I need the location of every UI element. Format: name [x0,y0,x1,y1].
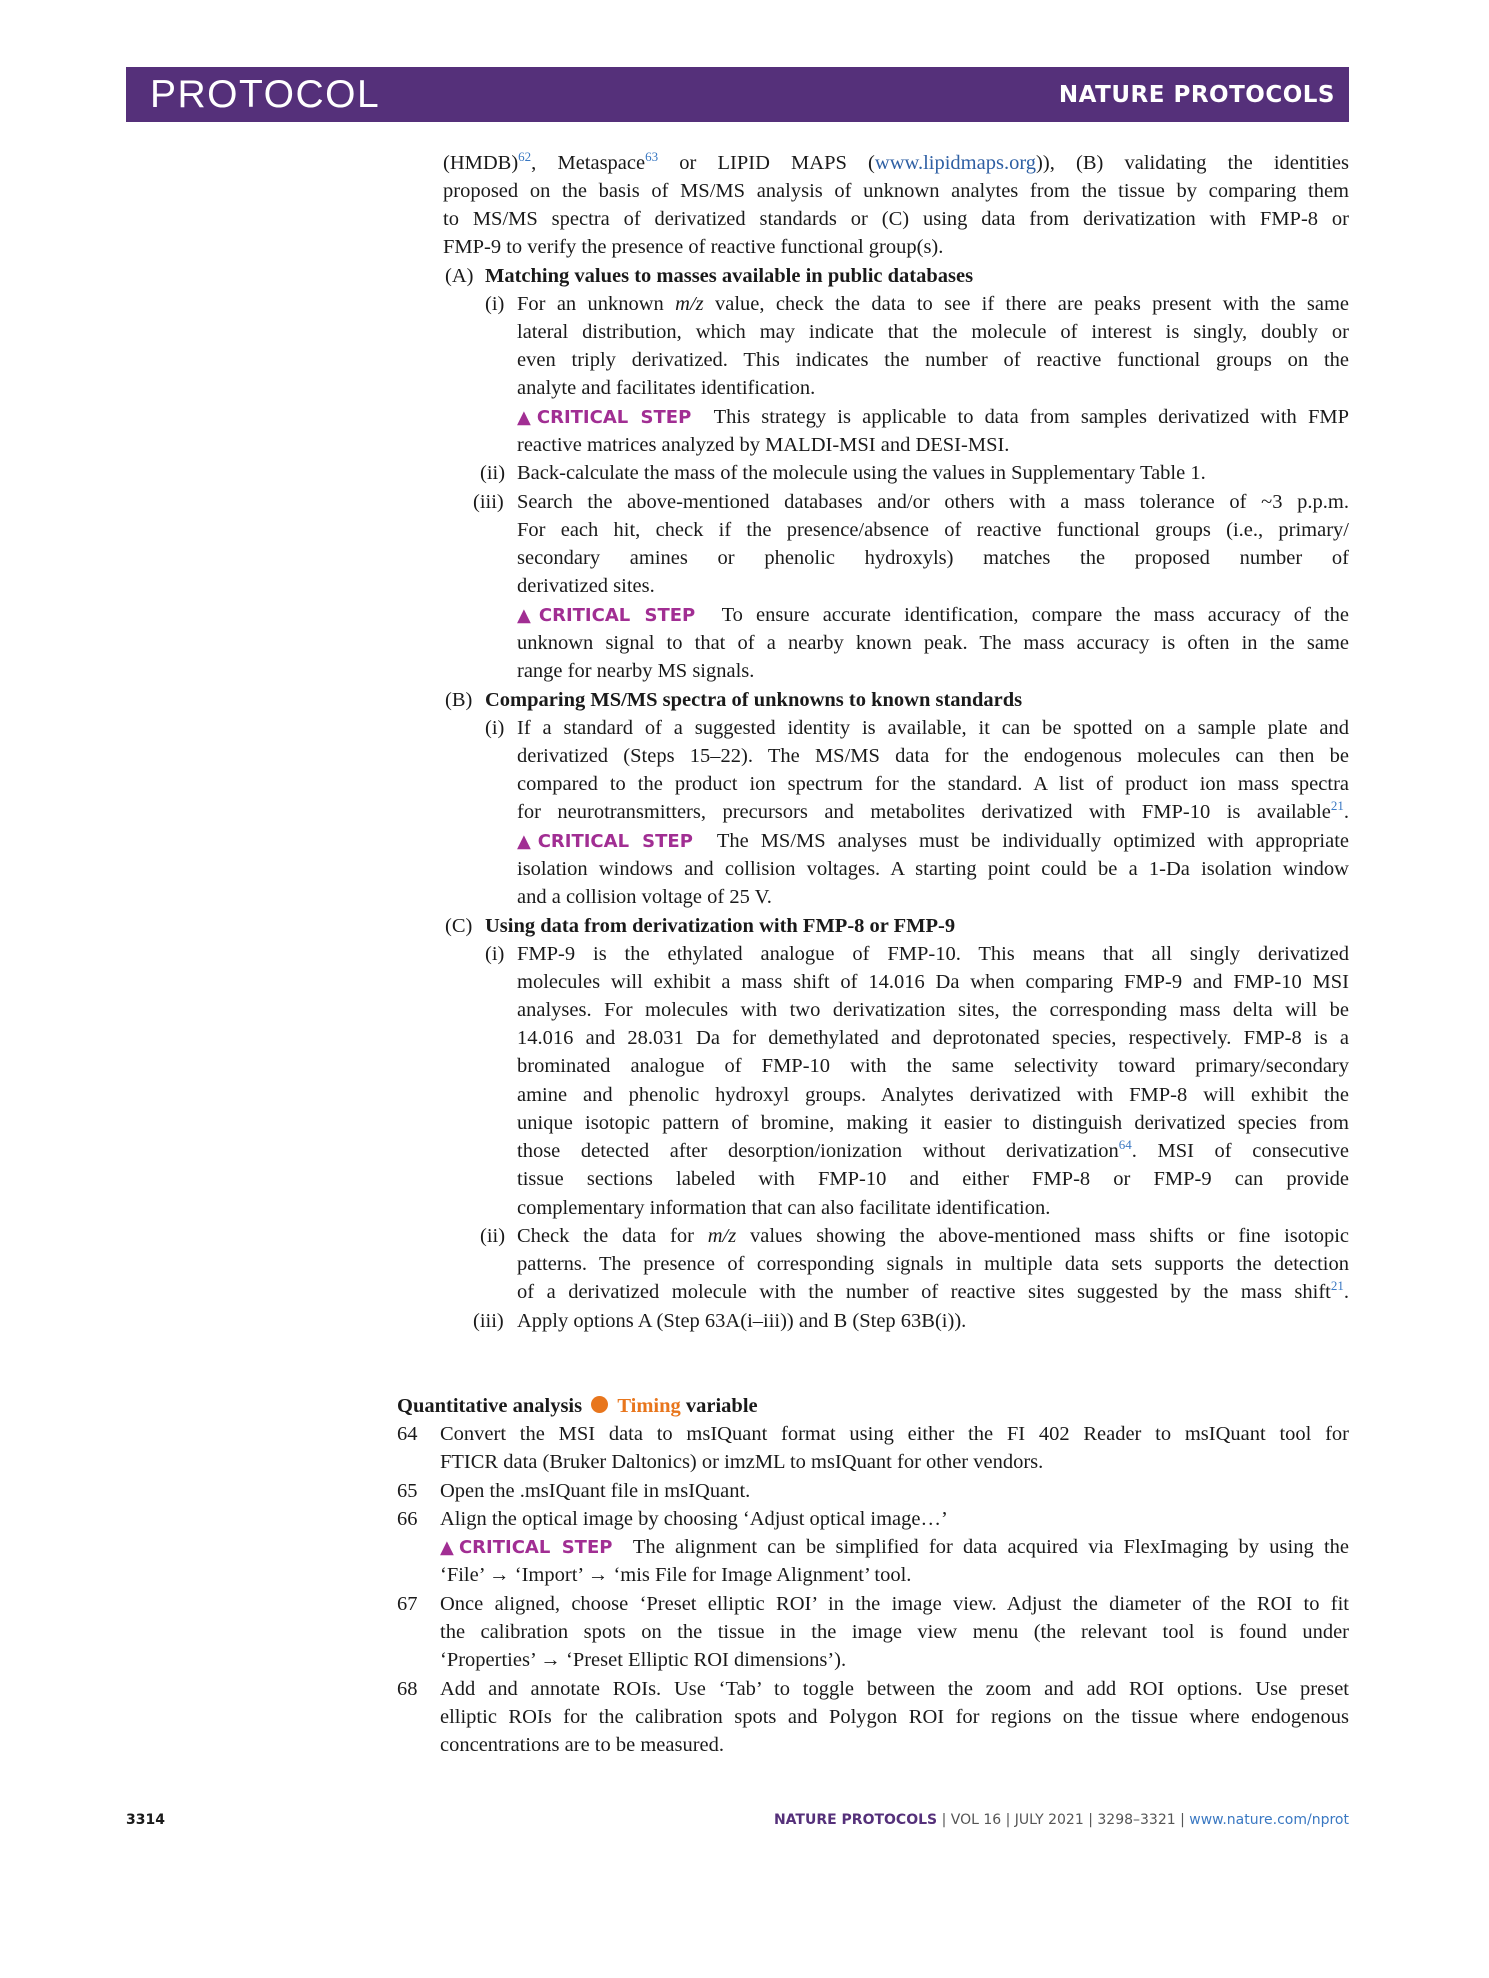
text-line: FMP-9 is the ethylated analogue of FMP-10. This means that all singly derivatized [517,943,1349,965]
critical-step-label: ▲CRITICAL STEP [517,407,692,428]
section-heading: Quantitative analysis Timing variable [397,1395,758,1417]
text-line: ‘File’ → ‘Import’ → ‘mis File for Image Alignment’ tool. [440,1564,912,1586]
header-band [126,67,1349,122]
step-label: (ii) [480,462,506,484]
text-line: Back-calculate the mass of the molecule using the values in Supplementary Table 1. [517,462,1206,484]
text-line: For each hit, check if the presence/absence of reactive functional groups (i.e., primary/ [517,519,1349,541]
text-line: of a derivatized molecule with the number of reactive sites suggested by the mass shift$^{21}$. [517,1278,1349,1303]
text-line: derivatized (Steps 15–22). The MS/MS data for the endogenous molecules can then be [517,745,1349,767]
text-line: reactive matrices analyzed by MALDI-MSI and DESI-MSI. [517,434,1010,456]
option-label: (C) [445,915,473,937]
text-line: complementary information that can also facilitate identification. [517,1197,1051,1219]
text-line: Add and annotate ROIs. Use ‘Tab’ to toggle between the zoom and add ROI options. Use preset [440,1678,1349,1700]
step-number: 66 [397,1508,418,1530]
text-line: amine and phenolic hydroxyl groups. Analytes derivatized with FMP-8 will exhibit the [517,1084,1349,1106]
text-line: FTICR data (Bruker Daltonics) or imzML to msIQuant for other vendors. [440,1451,1044,1473]
option-title: Matching values to masses available in public databases [485,265,974,287]
lipidmaps-link[interactable]: www.lipidmaps.org [874,152,1037,174]
text-line: analyses. For molecules with two derivatization sites, the corresponding mass delta will be [517,999,1349,1021]
citation-ref[interactable]: 21 [1330,798,1344,814]
text-line: derivatized sites. [517,575,655,597]
critical-step-label: ▲CRITICAL STEP [517,605,696,626]
text-line: and a collision voltage of 25 V. [517,886,772,908]
text-line: range for nearby MS signals. [517,660,755,682]
text-line: secondary amines or phenolic hydroxyls) matches the proposed number of [517,547,1349,569]
timing-dot-icon [591,1396,608,1413]
text-line: Open the .msIQuant file in msIQuant. [440,1480,751,1502]
step-label: (i) [485,717,505,739]
text-line: proposed on the basis of MS/MS analysis of unknown analytes from the tissue by comparing them [443,180,1349,202]
step-label: (ii) [480,1225,506,1247]
step-number: 65 [397,1480,418,1502]
text-line: the calibration spots on the tissue in the image view menu (the relevant tool is found under [440,1621,1349,1643]
citation-ref[interactable]: 63 [645,149,659,165]
text-line: Search the above-mentioned databases and/or others with a mass tolerance of ~3 p.p.m. [517,491,1349,513]
citation-ref[interactable]: 21 [1330,1278,1344,1294]
text-line: for neurotransmitters, precursors and metabolites derivatized with FMP-10 is available$^{21}$. [517,798,1349,823]
text-line: even triply derivatized. This indicates the number of reactive functional groups on the [517,349,1349,371]
text-line: (HMDB)$^{62}$, Metaspace$^{63}$ or LIPID MAPS (www.lipidmaps.org)), (B) validating the identities [443,149,1349,174]
journal-url-link[interactable]: www.nature.com/nprot [1189,1812,1349,1828]
text-line: elliptic ROIs for the calibration spots and Polygon ROI for regions on the tissue where endogenous [440,1706,1349,1728]
text-line: Apply options A (Step 63A(i–iii)) and B (Step 63B(i)). [517,1310,967,1332]
step-label: (iii) [473,1310,504,1332]
step-number: 67 [397,1593,418,1615]
text-line: Convert the MSI data to msIQuant format using either the FI 402 Reader to msIQuant tool for [440,1423,1349,1445]
section-label: PROTOCOL [150,72,381,116]
text-line: brominated analogue of FMP-10 with the same selectivity toward primary/secondary [517,1055,1349,1077]
text-line: lateral distribution, which may indicate that the molecule of interest is singly, doubly or [517,321,1349,343]
text-line: If a standard of a suggested identity is available, it can be spotted on a sample plate and [517,717,1349,739]
option-title: Using data from derivatization with FMP-8 or FMP-9 [485,915,956,937]
critical-step: ▲CRITICAL STEP To ensure accurate identification, compare the mass accuracy of the [517,604,1350,626]
citation-ref[interactable]: 64 [1118,1137,1132,1153]
text-line: Align the optical image by choosing ‘Adjust optical image…’ [440,1508,948,1530]
text-line: Check the data for m/z values showing the above-mentioned mass shifts or fine isotopic [517,1225,1349,1247]
text-line: concentrations are to be measured. [440,1734,725,1756]
text-line: ‘Properties’ → ‘Preset Elliptic ROI dimensions’). [440,1649,847,1671]
text-line: to MS/MS spectra of derivatized standards or (C) using data from derivatization with FMP-8 or [443,208,1349,230]
step-label: (i) [485,293,505,315]
text-line: unique isotopic pattern of bromine, making it easier to distinguish derivatized species from [517,1112,1349,1134]
option-label: (B) [445,689,473,711]
critical-step: ▲CRITICAL STEP This strategy is applicable to data from samples derivatized with FMP [517,406,1349,428]
critical-step: ▲CRITICAL STEP The MS/MS analyses must be individually optimized with appropriate [517,830,1349,852]
journal-label: NATURE PROTOCOLS [1058,81,1335,108]
text-line: isolation windows and collision voltages. A starting point could be a 1-Da isolation window [517,858,1349,880]
step-label: (i) [485,943,505,965]
critical-step-label: ▲CRITICAL STEP [440,1537,613,1558]
page-number: 3314 [126,1812,165,1828]
text-line: Once aligned, choose ‘Preset elliptic ROI’ in the image view. Adjust the diameter of the ROI to fit [440,1593,1349,1615]
text-line: FMP-9 to verify the presence of reactive functional group(s). [443,236,944,258]
step-number: 64 [397,1423,418,1445]
text-line: 14.016 and 28.031 Da for demethylated and deprotonated species, respectively. FMP-8 is a [517,1027,1349,1049]
footer-citation: NATURE PROTOCOLS | VOL 16 | JULY 2021 | 3298–3321 | www.nature.com/nprot [773,1812,1349,1828]
step-label: (iii) [473,491,504,513]
citation-ref[interactable]: 62 [518,149,532,165]
critical-step: ▲CRITICAL STEP The alignment can be simplified for data acquired via FlexImaging by using the [440,1536,1349,1558]
text-line: compared to the product ion spectrum for the standard. A list of product ion mass spectra [517,773,1349,795]
option-title: Comparing MS/MS spectra of unknowns to known standards [485,689,1023,711]
critical-step-label: ▲CRITICAL STEP [517,831,693,852]
text-line: patterns. The presence of corresponding signals in multiple data sets supports the detection [517,1253,1349,1275]
text-line: tissue sections labeled with FMP-10 and either FMP-8 or FMP-9 can provide [517,1168,1349,1190]
text-line: molecules will exhibit a mass shift of 14.016 Da when comparing FMP-9 and FMP-10 MSI [517,971,1349,993]
text-line: those detected after desorption/ionization without derivatization$^{64}$. MSI of consecutive [517,1137,1349,1162]
text-line: unknown signal to that of a nearby known peak. The mass accuracy is often in the same [517,632,1349,654]
text-line: analyte and facilitates identification. [517,377,816,399]
option-label: (A) [445,265,474,287]
text-line: For an unknown m/z value, check the data to see if there are peaks present with the same [517,293,1350,315]
step-number: 68 [397,1678,418,1700]
